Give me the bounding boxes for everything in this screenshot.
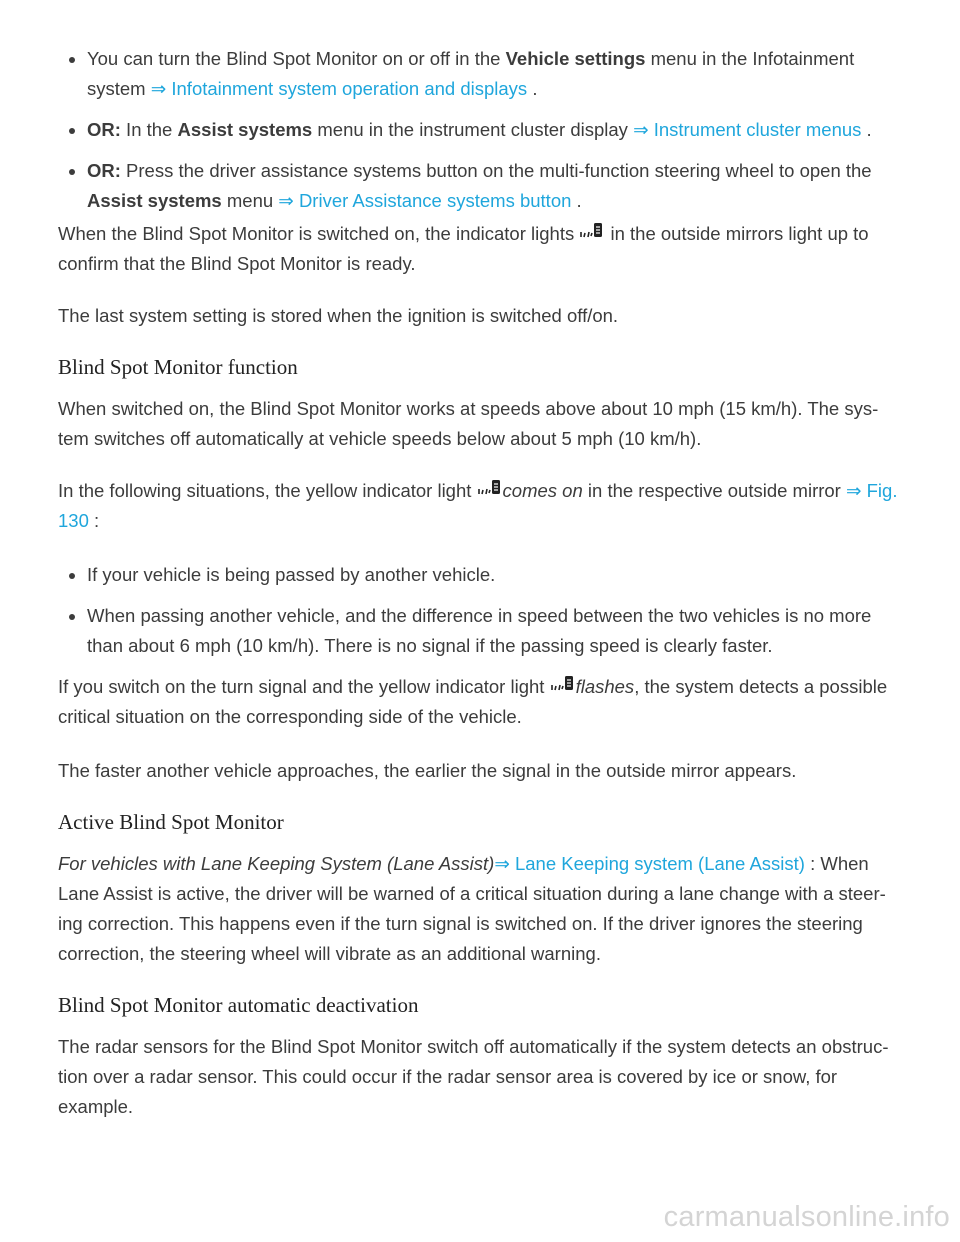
flashes-paragraph: If you switch on the turn signal and the yellow indicator light flashes, the system detects a possible critical situation on the corresponding side of the vehicle.: [58, 676, 888, 727]
section-heading-deactivation: Blind Spot Monitor automatic deactivation: [58, 993, 419, 1017]
list-item: When passing another vehicle, and the difference in speed between the two vehicles is no more than about 6 mph (10 km/h). There is no signal if the passing speed is clearly faster.: [58, 601, 908, 661]
faster-vehicle-paragraph: The faster another vehicle approaches, the earlier the signal in the outside mirror appears.: [58, 760, 797, 781]
driver-assistance-button-link[interactable]: ⇒ Driver Assistance systems button: [278, 190, 572, 211]
situations-list: [58, 560, 908, 661]
active-monitor-paragraph: For vehicles with Lane Keeping System (Lane Assist)⇒ Lane Keeping system (Lane Assist) : When Lane Assist is active, the driver will be warned of a critical situation during a lane change with a steer-ing correction. This happens even if the turn signal is switched on. If the driver ignores the steering correction, the steering wheel will vibrate as an additional warning.: [58, 853, 886, 964]
list-item: OR: In the Assist systems menu in the instrument cluster display ⇒ Instrument cluster menus .: [58, 115, 908, 145]
assist-systems-term: Assist systems: [87, 190, 222, 211]
list-item: OR: Press the driver assistance systems button on the multi-function steering wheel to open the Assist systems menu ⇒ Driver Assistance systems button .: [58, 156, 908, 216]
list-item: You can turn the Blind Spot Monitor on or off in the Vehicle settings menu in the Infotainment system ⇒ Infotainment system operation and displays .: [58, 44, 908, 104]
vehicle-settings-term: Vehicle settings: [505, 48, 646, 69]
speeds-paragraph: When switched on, the Blind Spot Monitor works at speeds above about 10 mph (15 km/h). The sys-tem switches off automatically at vehicle speeds below about 5 mph (10 km/h).: [58, 398, 879, 449]
enable-methods-list: [58, 44, 908, 216]
blind-spot-indicator-icon: [550, 675, 576, 695]
section-heading-active: Active Blind Spot Monitor: [58, 810, 284, 834]
infotainment-link[interactable]: ⇒ Infotainment system operation and displays: [150, 78, 528, 99]
lane-assist-link[interactable]: ⇒ Lane Keeping system (Lane Assist): [494, 853, 805, 874]
blind-spot-indicator-icon: [579, 222, 605, 242]
instrument-cluster-link[interactable]: ⇒ Instrument cluster menus: [633, 119, 862, 140]
situations-paragraph: In the following situations, the yellow indicator light comes on in the respective outside mirror ⇒ Fig. 130 :: [58, 480, 898, 531]
assist-systems-term: Assist systems: [177, 119, 313, 140]
deactivation-paragraph: The radar sensors for the Blind Spot Monitor switch off automatically if the system detects an obstruc-tion over a radar sensor. This could occur if the radar sensor area is covered by ice or snow, for example.: [58, 1036, 889, 1117]
manual-page: [58, 44, 908, 1122]
indicator-paragraph: When the Blind Spot Monitor is switched on, the indicator lights in the outside mirrors light up to confirm that the Blind Spot Monitor is ready.: [58, 223, 869, 274]
blind-spot-indicator-icon: [477, 479, 503, 499]
figure-130-link[interactable]: ⇒ Fig. 130: [58, 480, 898, 531]
section-heading-function: Blind Spot Monitor function: [58, 355, 298, 379]
list-item: If your vehicle is being passed by another vehicle.: [58, 560, 908, 590]
stored-setting-paragraph: The last system setting is stored when the ignition is switched off/on.: [58, 305, 619, 326]
watermark-text: carmanualsonline.info: [663, 1201, 950, 1233]
